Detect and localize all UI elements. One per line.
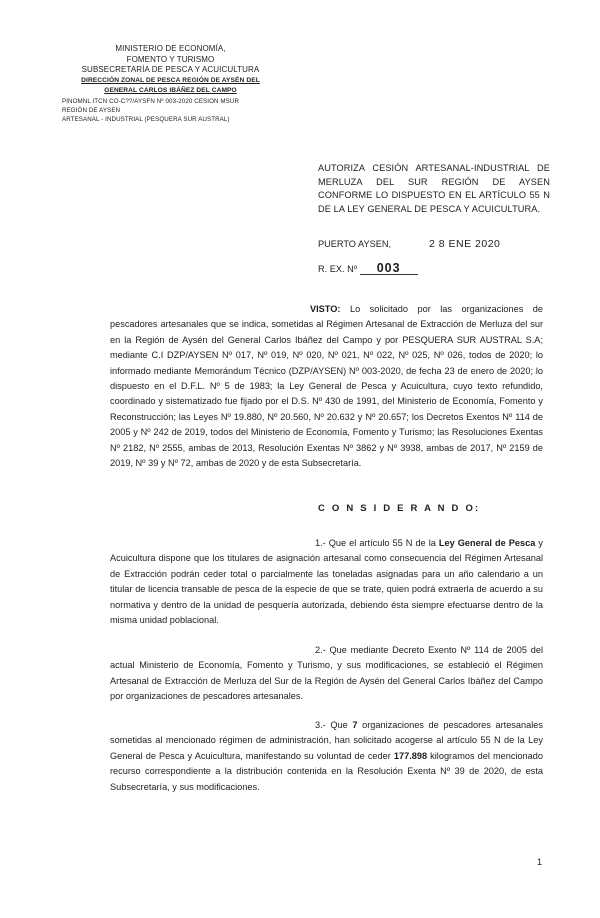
c3-org-count: 7 xyxy=(352,720,358,730)
visto-text: Lo solicitado por las organizaciones de pescadores artesanales que se indica, sometidas al Régimen Artesanal de Extracción de Merluza del sur en la Región de Aysén del General Carlos Ibáñez del Campo y por PESQUERA SUR AUSTRAL S.A; mediante C.I DZP/AYSEN Nº 017, Nº 019, Nº 020, Nº 021, Nº 022, Nº 025, Nº 026, todos de 2020; lo informado mediante Memorándum Técnico (DZP/AYSEN) Nº 003-2020, de fecha 23 de enero de 2020; lo dispuesto en el D.F.L. Nº 5 de 1983; la Ley General de Pesca y Acuicultura, cuyo texto refundido, coordinado y sistematizado fue fijado por el D.S. Nº 430 de 1991, del Ministerio de Economía, Fomento y Reconstrucción; las Leyes Nº 19.880, Nº 20.560, Nº 20.632 y Nº 20.657; los Decretos Exentos Nº 114 de 2005 y Nº 242 de 2019, todos del Ministerio de Economía, Fomento y Turismo; las Resoluciones Exentas Nº 2182, Nº 2555, ambas de 2013, Resolución Exentas Nº 3862 y Nº 3938, ambas de 2017, Nº 2159 de 2019, Nº 39 y Nº 72, ambas de 2020 y de esta Subsecretaría. xyxy=(110,304,543,469)
considerando-3 xyxy=(110,718,543,795)
considerando-1 xyxy=(110,536,543,628)
reference-region-line: REGIÓN DE AYSEN xyxy=(62,106,121,114)
visto-paragraph xyxy=(110,302,543,471)
ministry-line: MINISTERIO DE ECONOMÍA, xyxy=(115,44,226,53)
resolution-number-value: 003 xyxy=(360,262,418,275)
visto-lead: VISTO: xyxy=(310,304,341,314)
zonal-direction-line: DIRECCIÓN ZONAL DE PESCA REGIÓN DE AYSÉN DEL xyxy=(81,76,260,84)
zonal-direction-line-2: GENERAL CARLOS IBÁÑEZ DEL CAMPO xyxy=(104,87,237,94)
reference-type-line: ARTESANAL - INDUSTRIAL (PESQUERA SUR AUSTRAL) xyxy=(62,115,230,123)
c1-text-a: 1.- Que el artículo 55 N de la xyxy=(315,538,436,548)
considerando-heading: C O N S I D E R A N D O: xyxy=(318,503,481,514)
c3-kilograms: 177.898 xyxy=(393,750,428,761)
city: PUERTO AYSEN, xyxy=(318,239,392,249)
c1-text-b: y Acuicultura dispone que los titulares de asignación artesanal como consecuencia del Régimen Artesanal de Extracción podrán ceder total o parcialmente las toneladas asignadas para un año calendario a un titular de licencia transable de pesca de la especie de que se trate, quien podrá extraerla de acuerdo a su normativa y dentro de la unidad de pesquería autorizada, debiendo ésta siempre efectuarse dentro de la misma unidad poblacional. xyxy=(110,538,543,626)
considerando-2: 2.- Que mediante Decreto Exento Nº 114 de 2005 del actual Ministerio de Economía, Fomento y Turismo, y sus modificaciones, se estableció el Régimen Artesanal de Extracción de Merluza del Sur de la Región de Aysén del General Carlos Ibáñez del Campo por organizaciones de pescadores artesanales. xyxy=(110,645,543,702)
page-number: 1 xyxy=(537,857,543,867)
subsecretariat-line: SUBSECRETARÍA DE PESCA Y ACUICULTURA xyxy=(81,65,260,74)
ministry-line-2: FOMENTO Y TURISMO xyxy=(126,54,215,64)
place-and-date xyxy=(318,238,500,250)
reference-code-line: PINOMNL ITCN CO-C??/AYSFN Nº 003-2020 CESION MSUR xyxy=(62,97,240,105)
resolution-label: R. EX. Nº xyxy=(318,264,358,274)
resolution-subject: AUTORIZA CESIÓN ARTESANAL-INDUSTRIAL DE MERLUZA DEL SUR REGIÓN DE AYSEN CONFORME LO DISPUESTO EN EL ARTÍCULO 55 N DE LA LEY GENERAL DE PESCA Y ACUICULTURA. xyxy=(318,163,550,214)
date-stamp: 2 8 ENE 2020 xyxy=(429,238,501,250)
resolution-number xyxy=(318,262,418,275)
c1-law-name: Ley General de Pesca xyxy=(438,538,536,548)
c3-text-c: kilogramos del mencionado recurso correspondiente a la distribución contenida en la Resolución Exenta Nº 39 de 2020, de esta Subsecretaría, y sus modificaciones. xyxy=(110,750,543,792)
letterhead xyxy=(58,44,283,124)
c3-text-a: 3.- Que xyxy=(315,720,348,730)
c3-text-b: organizaciones de pescadores artesanales sometidas al mencionado régimen de administración, han solicitado acogerse al artículo 55 N de la Ley General de Pesca y Acuicultura, manifestando su voluntad de ceder xyxy=(110,720,543,761)
